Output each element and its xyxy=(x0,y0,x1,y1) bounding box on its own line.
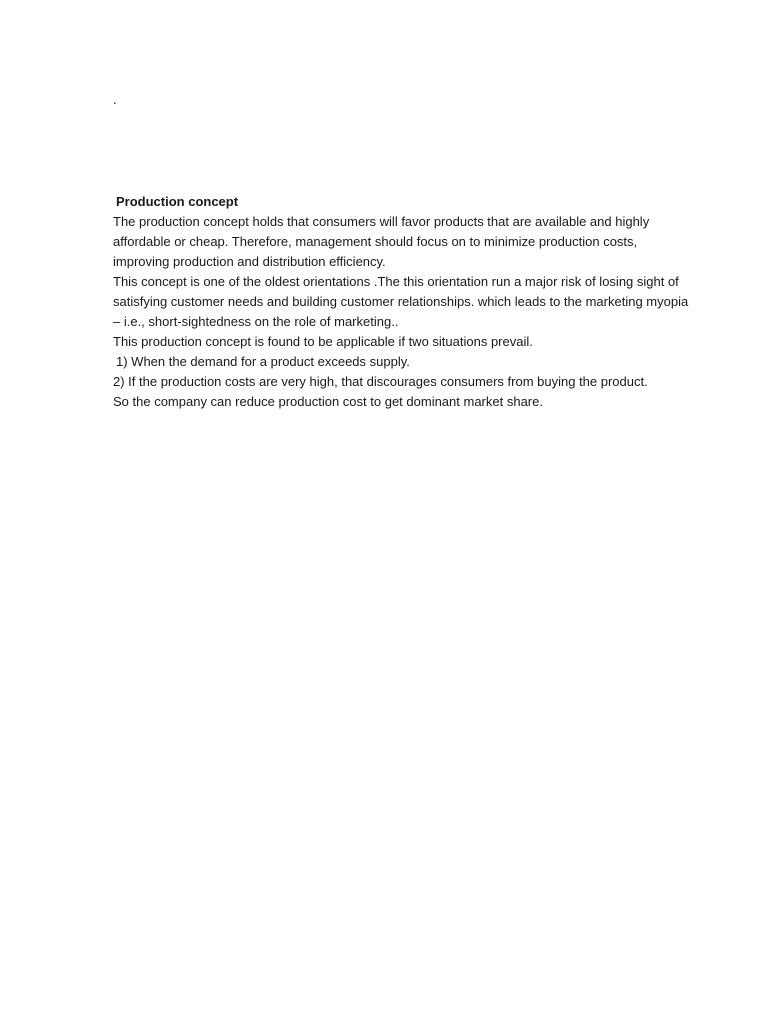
document-body xyxy=(113,192,693,412)
paragraph-orientation: This concept is one of the oldest orientations .The this orientation run a major risk of losing sight of satisfying customer needs and building customer relationships. which leads to the marketing myopia – i.e., short-sightedness on the role of marketing.. xyxy=(113,274,689,329)
paragraph-definition: The production concept holds that consumers will favor products that are available and highly affordable or cheap. Therefore, management should focus on to minimize production costs, improving production and distribution efficiency. xyxy=(113,214,650,269)
list-item-demand: 1) When the demand for a product exceeds supply. xyxy=(116,354,410,369)
section-heading: Production concept xyxy=(116,194,239,209)
paragraph-applicability: This production concept is found to be applicable if two situations prevail. xyxy=(113,334,533,349)
list-item-costs: 2) If the production costs are very high, that discourages consumers from buying the product. xyxy=(113,374,648,389)
leading-mark: . xyxy=(113,92,117,107)
paragraph-conclusion: So the company can reduce production cost to get dominant market share. xyxy=(113,394,543,409)
